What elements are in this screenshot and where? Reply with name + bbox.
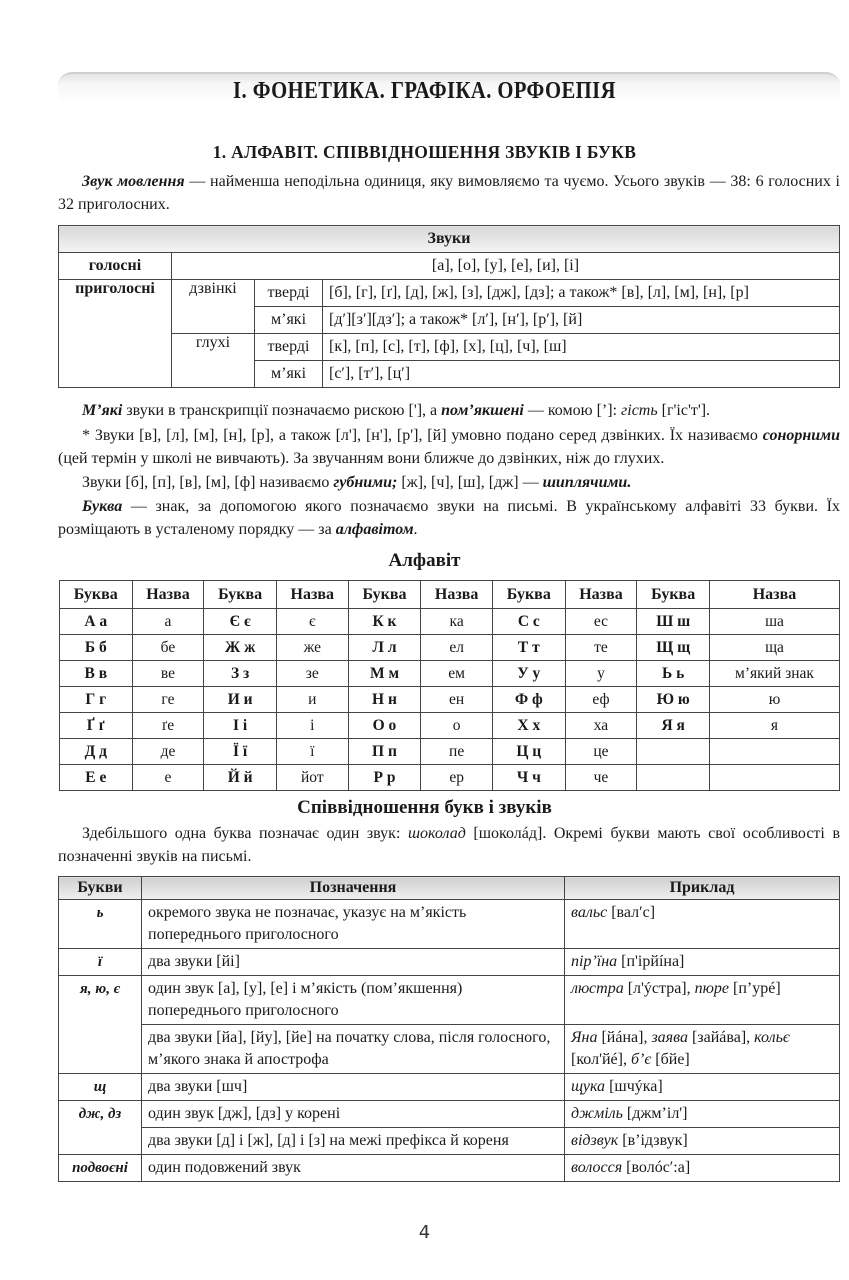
- alphabet-letter-name: де: [132, 739, 204, 765]
- alphabet-letter-name: пе: [421, 739, 493, 765]
- alphabet-letter-name: ща: [710, 635, 840, 661]
- letter-term: Буква: [82, 498, 123, 515]
- alphabet-letter: Г г: [60, 687, 133, 713]
- softened-term: пом’якшені: [441, 402, 524, 419]
- correspondence-row: [59, 1155, 840, 1182]
- alphabet-letter: Ї ї: [204, 739, 277, 765]
- alphabet-row: [60, 661, 840, 687]
- col-name: Назва: [565, 581, 637, 609]
- transcription: [джм’іл']: [622, 1105, 688, 1122]
- alphabet-term: алфавітом: [335, 521, 414, 538]
- alphabet-letter: Я я: [637, 713, 710, 739]
- alphabet-row: [60, 687, 840, 713]
- example-cell: [565, 976, 840, 1025]
- note-text: звуки в транскрипції позначаємо рискою ['], а: [122, 402, 442, 419]
- col-letter: Буква: [204, 581, 277, 609]
- alphabet-letter-name: ха: [565, 713, 637, 739]
- alphabet-letter-name: ес: [565, 609, 637, 635]
- alphabet-row: [60, 609, 840, 635]
- alphabet-letter: Й й: [204, 765, 277, 791]
- alphabet-letter: П п: [348, 739, 421, 765]
- alphabet-letter-name: [710, 739, 840, 765]
- alphabet-letter-name: ка: [421, 609, 493, 635]
- soft-label: м’які: [255, 307, 323, 334]
- vowels-label: голосні: [59, 253, 172, 280]
- alphabet-letter-name: че: [565, 765, 637, 791]
- correspondence-row: [59, 1101, 840, 1128]
- alphabet-row: [60, 765, 840, 791]
- voiced-hard-list: [б], [г], [ґ], [д], [ж], [з], [дж], [дз]; а також* [в], [л], [м], [н], [р]: [323, 280, 840, 307]
- example-word: шоколад: [407, 825, 466, 842]
- transcription: [п’урé]: [729, 980, 781, 997]
- alphabet-letter-name: ї: [276, 739, 348, 765]
- transcription: [волóс′:а]: [622, 1159, 691, 1176]
- letters-cell: дж, дз: [59, 1101, 142, 1155]
- soft-label: м’які: [255, 361, 323, 388]
- page-number: 4: [418, 1222, 431, 1243]
- transcription: [в’ідзвук]: [618, 1132, 688, 1149]
- col-letter: Буква: [493, 581, 566, 609]
- letters-cell: ї: [59, 949, 142, 976]
- correspondence-row: [59, 1074, 840, 1101]
- alphabet-letter-name: ел: [421, 635, 493, 661]
- correspondence-row: [59, 1025, 840, 1074]
- alphabet-row: [60, 713, 840, 739]
- sonorant-note: [58, 424, 840, 470]
- note-text: * Звуки [в], [л], [м], [н], [р], а також [л'], [н'], [р'], [й] умовно подано серед дзвінких. Їх називаємо: [82, 427, 763, 444]
- example-word: відзвук: [571, 1132, 619, 1149]
- alphabet-letter-name: те: [565, 635, 637, 661]
- transcription: [п'ірйíна]: [617, 953, 685, 970]
- correspondence-row: [59, 1128, 840, 1155]
- alphabet-letter: [637, 765, 710, 791]
- alphabet-row: [60, 635, 840, 661]
- col-letter: Буква: [348, 581, 421, 609]
- transcription: [зайáва],: [687, 1029, 755, 1046]
- col-name: Назва: [132, 581, 204, 609]
- meaning-cell: окремого звука не позначає, указує на м’якість попереднього приголосного: [142, 900, 565, 949]
- alphabet-letter: В в: [60, 661, 133, 687]
- example-word: пюре: [694, 980, 730, 997]
- example-cell: [565, 900, 840, 949]
- example-cell: [565, 1074, 840, 1101]
- correspondence-intro: [58, 822, 840, 868]
- alphabet-letter: Ж ж: [204, 635, 277, 661]
- alphabet-letter: Щ щ: [637, 635, 710, 661]
- alphabet-letter: Р р: [348, 765, 421, 791]
- soft-note: [58, 399, 840, 422]
- voiceless-soft-list: [с′], [т′], [ц′]: [323, 361, 840, 388]
- transcription: [кол'йé],: [571, 1051, 631, 1068]
- alphabet-letter-name: ен: [421, 687, 493, 713]
- note-text: [ж], [ч], [ш], [дж] —: [397, 474, 543, 491]
- meaning-cell: два звуки [йі]: [142, 949, 565, 976]
- correspondence-title: Співвідношення букв і звуків: [297, 797, 552, 818]
- alphabet-letter: О о: [348, 713, 421, 739]
- intro-paragraph: [58, 170, 840, 216]
- intro-term: Звук мовлення: [82, 173, 185, 190]
- alphabet-letter: Ч ч: [493, 765, 566, 791]
- alphabet-letter-name: о: [421, 713, 493, 739]
- example-word: гість: [621, 402, 658, 419]
- alphabet-letter-name: еф: [565, 687, 637, 713]
- alphabet-letter-name: [710, 765, 840, 791]
- alphabet-letter: З з: [204, 661, 277, 687]
- alphabet-letter: У у: [493, 661, 566, 687]
- note-text: (цей термін у школі не вивчають). За звучанням вони ближче до дзвінких, ніж до глухих.: [58, 450, 665, 467]
- example-word: б’є: [630, 1051, 652, 1068]
- alphabet-letter: Ґ ґ: [60, 713, 133, 739]
- alphabet-title: Алфавіт: [388, 550, 461, 571]
- soft-term: М’які: [82, 402, 123, 419]
- meaning-cell: два звуки [йа], [йу], [йе] на початку слова, після голосного, м’якого знака й апострофа: [142, 1025, 565, 1074]
- meaning-cell: два звуки [шч]: [142, 1074, 565, 1101]
- example-word: щука: [571, 1078, 606, 1095]
- example-word: пір’їна: [571, 953, 618, 970]
- note-text: — комою [’]:: [523, 402, 622, 419]
- alphabet-letter-name: йот: [276, 765, 348, 791]
- voiceless-label: глухі: [172, 334, 255, 388]
- hard-label: тверді: [255, 334, 323, 361]
- alphabet-letter-name: ша: [710, 609, 840, 635]
- example-word: вальс: [571, 904, 608, 921]
- alphabet-letter-name: м’який знак: [710, 661, 840, 687]
- example-cell: [565, 1155, 840, 1182]
- alphabet-letter: Ц ц: [493, 739, 566, 765]
- col-letter: Буква: [60, 581, 133, 609]
- alphabet-letter-name: ве: [132, 661, 204, 687]
- labial-note: [58, 471, 840, 494]
- example-word: кольє: [754, 1029, 790, 1046]
- correspondence-table: [58, 876, 840, 1182]
- sounds-header: Звуки: [59, 226, 840, 253]
- labial-term: губними;: [333, 474, 398, 491]
- alphabet-letter-name: ю: [710, 687, 840, 713]
- alphabet-letter: А а: [60, 609, 133, 635]
- col-name: Назва: [421, 581, 493, 609]
- alphabet-letter: Т т: [493, 635, 566, 661]
- alphabet-letter-name: ґе: [132, 713, 204, 739]
- alphabet-letter-name: и: [276, 687, 348, 713]
- alphabet-letter: І і: [204, 713, 277, 739]
- alphabet-letter: Д д: [60, 739, 133, 765]
- consonants-label: приголосні: [59, 280, 172, 388]
- letter-note: [58, 495, 840, 541]
- sonorant-term: сонорними: [762, 427, 840, 444]
- letters-cell: я, ю, є: [59, 976, 142, 1074]
- letters-cell: щ: [59, 1074, 142, 1101]
- alphabet-letter-name: є: [276, 609, 348, 635]
- alphabet-letter-name: у: [565, 661, 637, 687]
- alphabet-row: [60, 739, 840, 765]
- note-text: .: [413, 521, 418, 538]
- correspondence-row: [59, 976, 840, 1025]
- transcription: [йáна],: [597, 1029, 652, 1046]
- example-word: люстра: [571, 980, 624, 997]
- intro-text: [шоколáд]. Окремі букви мають свої особливості в позначенні звуків на письмі.: [58, 825, 840, 865]
- alphabet-letter-name: я: [710, 713, 840, 739]
- alphabet-letter-name: е: [132, 765, 204, 791]
- hard-label: тверді: [255, 280, 323, 307]
- note-text: — знак, за допомогою якого позначаємо звуки на письмі. В українському алфавіті 33 букви. Їх розміщають в усталеному порядку — за: [58, 498, 840, 538]
- letters-cell: подвоєні: [59, 1155, 142, 1182]
- alphabet-letter: Ю ю: [637, 687, 710, 713]
- alphabet-letter: Н н: [348, 687, 421, 713]
- col-name: Назва: [276, 581, 348, 609]
- alphabet-table: [59, 580, 840, 791]
- alphabet-letter: М м: [348, 661, 421, 687]
- col-letter: Буква: [637, 581, 710, 609]
- voiceless-hard-list: [к], [п], [с], [т], [ф], [х], [ц], [ч], [ш]: [323, 334, 840, 361]
- alphabet-letter: Ь ь: [637, 661, 710, 687]
- example-cell: [565, 949, 840, 976]
- alphabet-letter: Ф ф: [493, 687, 566, 713]
- example-cell: [565, 1025, 840, 1074]
- col-letters: Букви: [59, 877, 142, 900]
- example-cell: [565, 1128, 840, 1155]
- col-example: Приклад: [565, 877, 840, 900]
- alphabet-letter: Є є: [204, 609, 277, 635]
- transcription: [шчýка]: [605, 1078, 663, 1095]
- correspondence-row: [59, 900, 840, 949]
- transcription: [г'іс'т'].: [657, 402, 711, 419]
- alphabet-letter: Ш ш: [637, 609, 710, 635]
- example-word: джміль: [571, 1105, 623, 1122]
- sounds-table: [58, 225, 840, 388]
- vowels-list: [а], [о], [у], [е], [и], [і]: [172, 253, 840, 280]
- letters-cell: ь: [59, 900, 142, 949]
- section-title: 1. АЛФАВІТ. СПІВВІДНОШЕННЯ ЗВУКІВ І БУКВ: [212, 142, 637, 162]
- correspondence-row: [59, 949, 840, 976]
- meaning-cell: один звук [дж], [дз] у корені: [142, 1101, 565, 1128]
- example-cell: [565, 1101, 840, 1128]
- alphabet-letter: Х х: [493, 713, 566, 739]
- alphabet-letter-name: зе: [276, 661, 348, 687]
- col-meaning: Позначення: [142, 877, 565, 900]
- alphabet-letter-name: бе: [132, 635, 204, 661]
- alphabet-letter-name: ер: [421, 765, 493, 791]
- transcription: [л'ýстра],: [623, 980, 695, 997]
- meaning-cell: два звуки [д] і [ж], [д] і [з] на межі префікса й кореня: [142, 1128, 565, 1155]
- alphabet-letter: С с: [493, 609, 566, 635]
- sibilant-term: шиплячими.: [542, 474, 632, 491]
- transcription: [бйе]: [651, 1051, 690, 1068]
- alphabet-letter: И и: [204, 687, 277, 713]
- alphabet-letter-name: і: [276, 713, 348, 739]
- alphabet-letter: К к: [348, 609, 421, 635]
- voiced-label: дзвінкі: [172, 280, 255, 334]
- example-word: заява: [651, 1029, 688, 1046]
- alphabet-letter: [637, 739, 710, 765]
- transcription: [вал′с]: [607, 904, 656, 921]
- intro-text: Здебільшого одна буква позначає один звук:: [82, 825, 408, 842]
- col-name: Назва: [710, 581, 840, 609]
- alphabet-letter-name: це: [565, 739, 637, 765]
- note-text: Звуки [б], [п], [в], [м], [ф] називаємо: [82, 474, 334, 491]
- example-word: волосся: [571, 1159, 623, 1176]
- intro-text: — найменша неподільна одиниця, яку вимовляємо та чуємо. Усього звуків — 38: 6 голосних і 32 приголосних.: [58, 173, 840, 213]
- alphabet-letter: Л л: [348, 635, 421, 661]
- alphabet-letter-name: а: [132, 609, 204, 635]
- meaning-cell: один подовжений звук: [142, 1155, 565, 1182]
- alphabet-letter-name: же: [276, 635, 348, 661]
- meaning-cell: один звук [а], [у], [е] і м’якість (пом’якшення) попереднього приголосного: [142, 976, 565, 1025]
- chapter-title: І. ФОНЕТИКА. ГРАФІКА. ОРФОЕПІЯ: [233, 78, 616, 104]
- voiced-soft-list: [д′][з′][дз′]; а також* [л′], [н′], [р′], [й]: [323, 307, 840, 334]
- alphabet-letter: Е е: [60, 765, 133, 791]
- example-word: Яна: [571, 1029, 598, 1046]
- alphabet-letter-name: ем: [421, 661, 493, 687]
- alphabet-letter-name: ге: [132, 687, 204, 713]
- alphabet-letter: Б б: [60, 635, 133, 661]
